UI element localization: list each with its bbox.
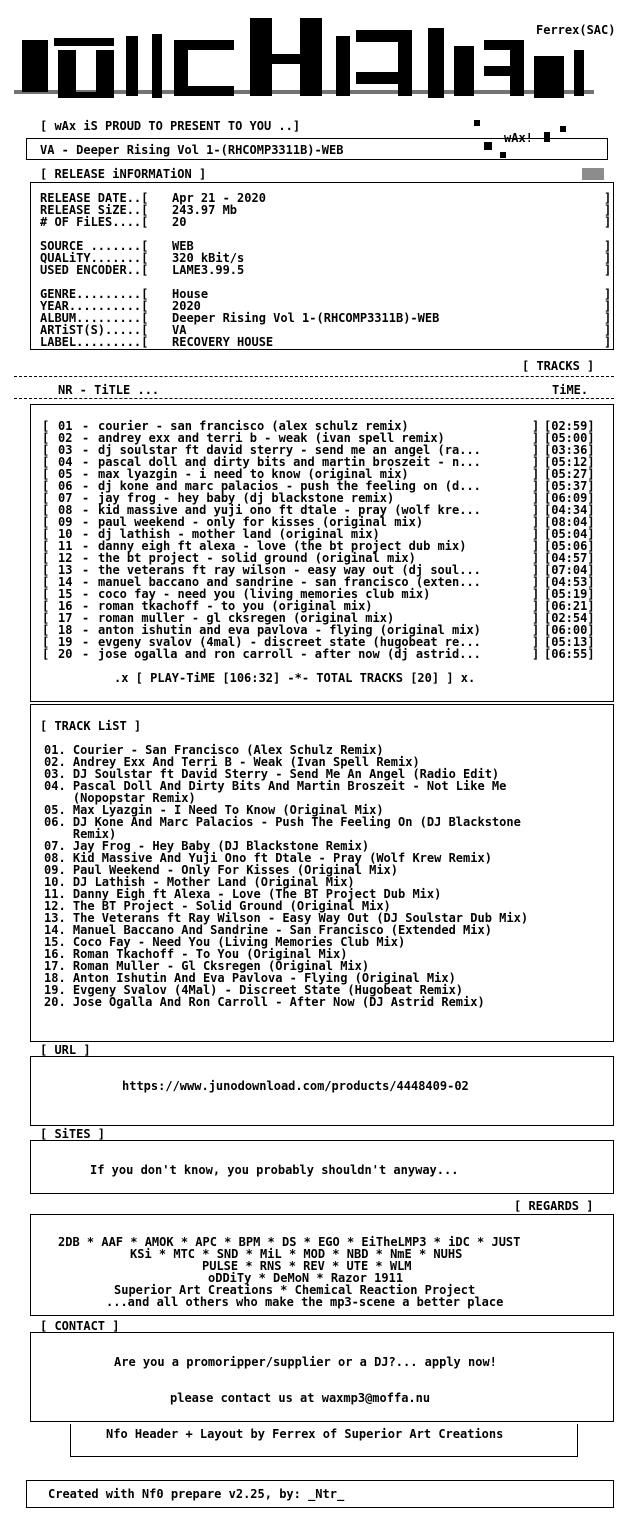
bracket-open: [ [42,647,50,661]
sites-text: If you don't know, you probably shouldn't anyway... [90,1163,459,1177]
bracket-open: [ [42,479,50,493]
track-list-heading: [ TRACK LiST ] [40,719,142,733]
separator: - [82,491,90,505]
track-list-line: 02. Andrey Exx And Terri B - Weak (Ivan Spell Remix) [44,755,420,769]
track-number: 12 [58,551,73,565]
track-number: 06 [58,479,73,493]
total-line: .x [ PLAY-TiME [106:32] -*- TOTAL TRACKS [20] ] x. [114,671,476,685]
info-label: ALBUM.........[ [40,311,149,325]
track-title: dj kone and marc palacios - push the feeling on (d... [98,479,481,493]
release-info-heading: [ RELEASE iNFORMATiON ] [40,167,207,181]
group-tag: Ferrex(SAC) [536,23,616,37]
track-title: pascal doll and dirty bits and martin broszeit - n... [98,455,481,469]
track-title: andrey exx and terri b - weak (ivan spell remix) [98,431,445,445]
bracket-open: [ [42,551,50,565]
track-number: 17 [58,611,73,625]
info-value: 320 kBit/s [172,251,245,265]
bracket-close: ] [532,551,540,565]
track-number: 20 [58,647,73,661]
track-number: 05 [58,467,73,481]
bracket-close: ] [604,191,612,205]
bracket-close: ] [532,647,540,661]
track-title: paul weekend - only for kisses (original mix) [98,515,424,529]
bracket-close: ] [532,539,540,553]
track-time: [04:57] [544,551,595,565]
separator: - [82,431,90,445]
track-number: 18 [58,623,73,637]
track-title: coco fay - need you (living memories club mix) [98,587,431,601]
track-list-line: 16. Roman Tkachoff - To You (Original Mix) [44,947,348,961]
track-list-line: 09. Paul Weekend - Only For Kisses (Original Mix) [44,863,399,877]
bracket-close: ] [604,299,612,313]
bracket-close: ] [604,335,612,349]
bracket-close: ] [604,287,612,301]
col-nr-title: NR - TiTLE ... [58,383,160,397]
separator: - [82,527,90,541]
info-label: SOURCE .......[ [40,239,149,253]
regards-line: KSi * MTC * SND * MiL * MOD * NBD * NmE * NUHS [130,1247,463,1261]
info-value: LAME3.99.5 [172,263,245,277]
bracket-open: [ [42,563,50,577]
bracket-close: ] [532,587,540,601]
info-value: WEB [172,239,194,253]
bracket-close: ] [604,215,612,229]
info-label: GENRE.........[ [40,287,149,301]
bracket-close: ] [532,455,540,469]
layout-credit: Nfo Header + Layout by Ferrex of Superior Art Creations [106,1427,504,1441]
contact-apply: Are you a promoripper/supplier or a DJ?... apply now! [114,1355,497,1369]
bracket-open: [ [42,515,50,529]
track-time: [07:04] [544,563,595,577]
bracket-close: ] [532,623,540,637]
track-title: max lyazgin - i need to know (original mix) [98,467,409,481]
bracket-open: [ [42,527,50,541]
bracket-close: ] [604,203,612,217]
bracket-close: ] [532,503,540,517]
bracket-close: ] [604,251,612,265]
bracket-close: ] [532,467,540,481]
track-time: [05:19] [544,587,595,601]
track-list-line: 08. Kid Massive And Yuji Ono ft Dtale - Pray (Wolf Krew Remix) [44,851,492,865]
ascii-logo-banner [14,10,574,110]
track-time: [06:55] [544,647,595,661]
bracket-open: [ [42,575,50,589]
bracket-open: [ [42,623,50,637]
track-number: 03 [58,443,73,457]
track-time: [06:00] [544,623,595,637]
track-time: [05:13] [544,635,595,649]
separator: - [82,551,90,565]
separator: - [82,587,90,601]
track-title: jose ogalla and ron carroll - after now (dj astrid... [98,647,481,661]
regards-line: Superior Art Creations * Chemical Reaction Project [114,1283,476,1297]
bracket-open: [ [42,455,50,469]
regards-heading: [ REGARDS ] [514,1199,594,1213]
track-time: [05:27] [544,467,595,481]
track-time: [06:21] [544,599,595,613]
track-number: 07 [58,491,73,505]
track-time: [02:54] [544,611,595,625]
bracket-close: ] [532,575,540,589]
track-time: [03:36] [544,443,595,457]
bracket-open: [ [42,539,50,553]
bracket-open: [ [42,587,50,601]
info-value: 2020 [172,299,201,313]
track-number: 04 [58,455,73,469]
track-list-line: 04. Pascal Doll And Dirty Bits And Martin Broszeit - Not Like Me [44,779,507,793]
bracket-open: [ [42,491,50,505]
bracket-close: ] [532,599,540,613]
track-list-line: 11. Danny Eigh ft Alexa - Love (The BT Project Dub Mix) [44,887,442,901]
info-value: RECOVERY HOUSE [172,335,274,349]
bracket-open: [ [42,503,50,517]
track-title: anton ishutin and eva pavlova - flying (original mix) [98,623,481,637]
separator: - [82,563,90,577]
info-value: 20 [172,215,187,229]
track-number: 10 [58,527,73,541]
separator: - [82,467,90,481]
bracket-close: ] [532,635,540,649]
track-list-line: 10. DJ Lathish - Mother Land (Original Mix) [44,875,355,889]
info-value: House [172,287,209,301]
separator: - [82,611,90,625]
bracket-close: ] [532,515,540,529]
track-number: 13 [58,563,73,577]
info-label: RELEASE SiZE..[ [40,203,149,217]
info-label: YEAR..........[ [40,299,149,313]
track-list-line: 07. Jay Frog - Hey Baby (DJ Blackstone Remix) [44,839,370,853]
track-title: roman tkachoff - to you (original mix) [98,599,373,613]
track-list-line: (Nopopstar Remix) [44,791,196,805]
bracket-close: ] [604,323,612,337]
bracket-close: ] [532,563,540,577]
track-time: [08:04] [544,515,595,529]
proud-line: [ wAx iS PROUD TO PRESENT TO YOU ..] [40,119,301,133]
separator: - [82,623,90,637]
track-title: kid massive and yuji ono ft dtale - pray (wolf kre... [98,503,481,517]
track-list-line: 13. The Veterans ft Ray Wilson - Easy Way Out (DJ Soulstar Dub Mix) [44,911,529,925]
wax-mark: wAx! [504,131,533,145]
track-number: 14 [58,575,73,589]
contact-box [30,1332,614,1422]
track-title: the bt project - solid ground (original mix) [98,551,416,565]
bracket-open: [ [42,611,50,625]
bracket-close: ] [532,527,540,541]
track-title: dj lathish - mother land (original mix) [98,527,380,541]
track-time: [05:06] [544,539,595,553]
track-number: 09 [58,515,73,529]
bracket-close: ] [604,239,612,253]
track-time: [06:09] [544,491,595,505]
contact-heading: [ CONTACT ] [40,1319,120,1333]
bracket-open: [ [42,599,50,613]
track-time: [05:00] [544,431,595,445]
track-list-line: 03. DJ Soulstar ft David Sterry - Send Me An Angel (Radio Edit) [44,767,500,781]
info-label: USED ENCODER..[ [40,263,149,277]
track-list-line: 01. Courier - San Francisco (Alex Schulz Remix) [44,743,384,757]
info-label: LABEL.........[ [40,335,149,349]
regards-line: 2DB * AAF * AMOK * APC * BPM * DS * EGO * EiTheLMP3 * iDC * JUST [58,1235,521,1249]
track-title: the veterans ft ray wilson - easy way out (dj soul... [98,563,481,577]
track-title: roman muller - gl cksregen (original mix) [98,611,395,625]
separator: - [82,599,90,613]
track-time: [05:12] [544,455,595,469]
regards-line: ...and all others who make the mp3-scene a better place [106,1295,504,1309]
sites-heading: [ SiTES ] [40,1127,106,1141]
track-time: [04:34] [544,503,595,517]
tracks-heading: [ TRACKS ] [522,359,595,373]
track-number: 16 [58,599,73,613]
track-list-line: 15. Coco Fay - Need You (Living Memories Club Mix) [44,935,406,949]
track-title: jay frog - hey baby (dj blackstone remix) [98,491,395,505]
separator: - [82,503,90,517]
track-list-line: 18. Anton Ishutin And Eva Pavlova - Flying (Original Mix) [44,971,456,985]
track-list-line: 05. Max Lyazgin - I Need To Know (Original Mix) [44,803,384,817]
track-list-line: 20. Jose Ogalla And Ron Carroll - After Now (DJ Astrid Remix) [44,995,485,1009]
regards-line: oDDiTy * DeMoN * Razor 1911 [208,1271,404,1285]
bracket-open: [ [42,419,50,433]
bracket-open: [ [42,443,50,457]
track-number: 01 [58,419,73,433]
release-title: VA - Deeper Rising Vol 1-(RHCOMP3311B)-WEB [40,143,344,157]
track-title: evgeny svalov (4mal) - discreet state (hugobeat re... [98,635,481,649]
bracket-close: ] [532,443,540,457]
track-number: 19 [58,635,73,649]
track-number: 11 [58,539,73,553]
info-value: Deeper Rising Vol 1-(RHCOMP3311B)-WEB [172,311,440,325]
track-time: [05:04] [544,527,595,541]
bracket-close: ] [532,491,540,505]
track-list-line: 12. The BT Project - Solid Ground (Original Mix) [44,899,391,913]
contact-email[interactable]: please contact us at waxmp3@moffa.nu [170,1391,431,1405]
track-title: danny eigh ft alexa - love (the bt project dub mix) [98,539,467,553]
track-time: [04:53] [544,575,595,589]
bracket-open: [ [42,431,50,445]
separator: - [82,647,90,661]
col-time: TiME. [552,383,589,397]
regards-line: PULSE * RNS * REV * UTE * WLM [202,1259,412,1273]
bracket-close: ] [532,431,540,445]
separator: - [82,575,90,589]
info-label: QUALiTY.......[ [40,251,149,265]
track-list-line: 06. DJ Kone And Marc Palacios - Push The Feeling On (DJ Blackstone [44,815,521,829]
track-list-line: 17. Roman Muller - Gl Cksregen (Original Mix) [44,959,370,973]
separator: - [82,443,90,457]
nfo-document [4,0,624,1536]
track-number: 08 [58,503,73,517]
track-list-line: 19. Evgeny Svalov (4Mal) - Discreet State (Hugobeat Remix) [44,983,464,997]
info-label: # OF FiLES....[ [40,215,149,229]
bracket-open: [ [42,467,50,481]
info-value: 243.97 Mb [172,203,238,217]
track-title: manuel baccano and sandrine - san francisco (exten... [98,575,481,589]
track-number: 02 [58,431,73,445]
separator: - [82,515,90,529]
bracket-close: ] [532,479,540,493]
separator: - [82,635,90,649]
info-label: RELEASE DATE..[ [40,191,149,205]
info-value: Apr 21 - 2020 [172,191,266,205]
url-heading: [ URL ] [40,1043,91,1057]
bracket-open: [ [42,635,50,649]
separator: - [82,419,90,433]
track-time: [05:37] [544,479,595,493]
track-title: dj soulstar ft david sterry - send me an angel (ra... [98,443,481,457]
url-value[interactable]: https://www.junodownload.com/products/4448409-02 [122,1079,469,1093]
bracket-close: ] [604,311,612,325]
track-number: 15 [58,587,73,601]
separator: - [82,479,90,493]
track-list-line: Remix) [44,827,117,841]
separator: - [82,455,90,469]
bracket-close: ] [604,263,612,277]
bracket-close: ] [532,419,540,433]
track-list-line: 14. Manuel Baccano And Sandrine - San Francisco (Extended Mix) [44,923,492,937]
track-time: [02:59] [544,419,595,433]
created-with: Created with Nf0 prepare v2.25, by: _Ntr_ [48,1487,345,1501]
track-title: courier - san francisco (alex schulz remix) [98,419,409,433]
bracket-close: ] [532,611,540,625]
info-label: ARTiST(S).....[ [40,323,149,337]
shade-block [582,168,604,180]
separator: - [82,539,90,553]
info-value: VA [172,323,187,337]
